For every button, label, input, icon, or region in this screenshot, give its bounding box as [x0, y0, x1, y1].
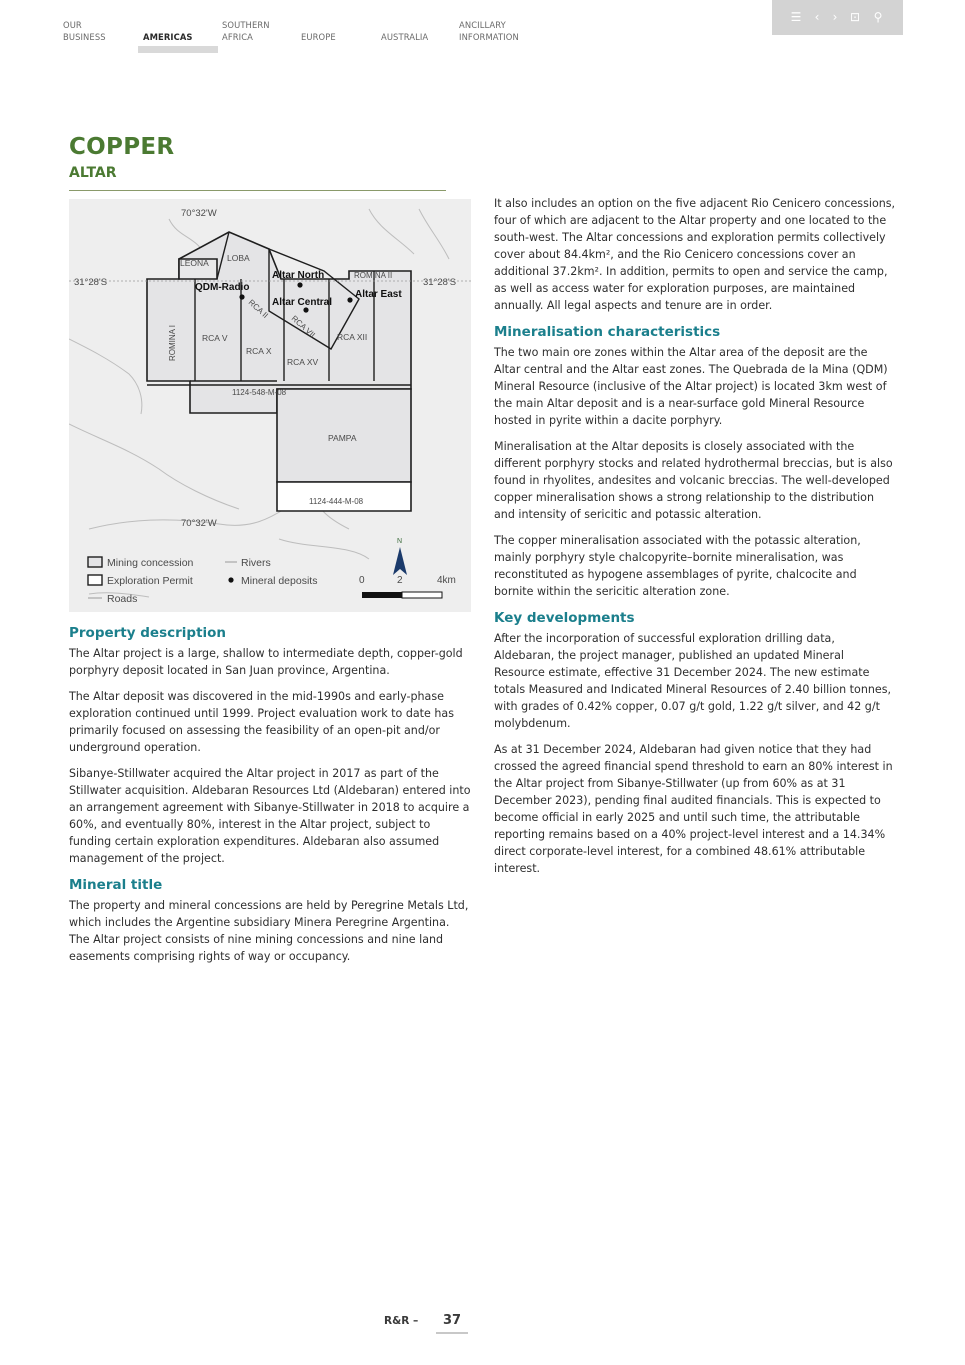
exit-icon[interactable]: ⊡ [849, 10, 861, 24]
map-label-permit-444: 1124-444-M-08 [309, 497, 364, 506]
nav-label-line [143, 19, 193, 31]
nav-ancillary-information[interactable] [459, 19, 519, 43]
map-label-rca-x: RCA X [246, 346, 272, 356]
map-label-rca-ii: RCA II [246, 297, 270, 320]
map-label-permit-548: 1124-548-M-08 [232, 388, 287, 397]
nav-label-line: EUROPE [301, 32, 336, 42]
key-developments-heading: Key developments [494, 610, 635, 626]
mineralisation-paragraph: Mineralisation at the Altar deposits is closely associated with the different porphyry stocks and related hydrothermal breccias, but is also found in rhyolites, andesites and volcanic breccias. The well-developed copper mineralisation shows a strong relationship to the distribution and intensity of sericitic and potassic alteration. [494, 440, 893, 521]
nav-americas[interactable] [143, 19, 193, 43]
mineralisation-paragraph: The two main ore zones within the Altar area of the deposit are the Altar central and the Altar east zones. The Quebrada de la Mina (QDM) Mineral Resource (inclusive of the Altar project) is located 3km west of the main Altar deposit and is a near-surface gold Mineral Resource hosted in pyrite within a dacite porphyry. [494, 346, 888, 427]
map-label-romina-i: ROMINA I [168, 324, 177, 361]
legend-exploration-swatch [88, 575, 102, 585]
scale-label-4: 4km [437, 575, 456, 586]
menu-icon[interactable]: ☰ [790, 10, 802, 24]
search-icon[interactable]: ⚲ [873, 10, 883, 24]
chevron-left-icon[interactable]: ‹ [814, 10, 820, 24]
property-paragraph: The Altar deposit was discovered in the mid-1990s and early-phase exploration continued until 1999. Project evaluation work to date has primarily focused on assessing the feasibility of an open-pit and/or underground operation. [69, 690, 454, 754]
legend-rivers-label: Rivers [241, 557, 271, 569]
river-line [369, 209, 414, 254]
legend-mining-swatch [88, 557, 102, 567]
left-text-column [69, 622, 471, 974]
map-label-leona: LEONA [180, 258, 209, 268]
nav-label-line: ANCILLARY [459, 20, 506, 30]
map-label-romina-ii: ROMINA II [354, 271, 393, 280]
river-line [419, 209, 449, 259]
scale-label-0: 0 [359, 575, 365, 586]
nav-label-line: AUSTRALIA [381, 32, 429, 42]
north-arrow-icon [393, 538, 407, 575]
nav-label-line: SOUTHERN [222, 20, 270, 30]
map-label-altar-north: Altar North [272, 270, 325, 281]
legend-roads-label: Roads [107, 593, 138, 605]
north-arrow-shape [393, 547, 407, 575]
page-subtitle: ALTAR [69, 165, 117, 181]
nav-australia[interactable] [381, 19, 428, 43]
key-developments-paragraph: After the incorporation of successful exploration drilling data, Aldebaran, the project manager, published an updated Mineral Resource estimate, effective 31 December 2024. The new estimate totals Measured and Indicated Mineral Resources of 2.40 billion tonnes, with grades of 0.42% copper, 0.07 g/t gold, 1.22 g/t silver, and 42 g/t molybdenum. [494, 632, 892, 730]
mineralisation-heading: Mineralisation characteristics [494, 324, 721, 340]
legend-mining-label: Mining concession [107, 557, 194, 569]
mineral-title-continued-paragraph: It also includes an option on the five adjacent Rio Cenicero concessions, four of which are adjacent to the Altar property and one located to the south-west. The Altar concessions and exploration permits collectively cover about 84.4km², and the Rio Cenicero concessions cover an additional 37.2km². In addition, permits to open and service the camp, as well as access water for exploration purposes, are maintained annually. All legal aspects and tenure are in order. [494, 197, 896, 312]
deposit-altar-north [297, 282, 302, 287]
scale-label-2: 2 [397, 575, 403, 586]
map-label-lat-left: 31°28'S [74, 277, 108, 288]
legend-deposits-label: Mineral deposits [241, 575, 318, 587]
footer-label: R&R – [384, 1315, 419, 1327]
legend-deposits-swatch [228, 577, 233, 582]
chevron-right-icon[interactable]: › [832, 10, 838, 24]
river-line [279, 539, 369, 559]
nav-label-line: AFRICA [222, 32, 254, 42]
map-label-qdm-radio: QDM-Radio [195, 282, 250, 293]
map-label-altar-east: Altar East [355, 289, 402, 300]
nav-our-business[interactable] [63, 19, 106, 43]
nav-label-line [301, 19, 336, 31]
mineral-title-paragraph: The property and mineral concessions are held by Peregrine Metals Ltd, which includes the Argentine subsidiary Minera Peregrine Argentina. The Altar project consists of nine mining concessions and nine land easements comprising rights of way or occupancy. [69, 899, 469, 963]
mineral-title-heading: Mineral title [69, 877, 163, 893]
deposit-altar-east [347, 297, 352, 302]
page-number: 37 [442, 1313, 462, 1328]
deposit-altar-central [303, 307, 308, 312]
river-line [69, 339, 142, 414]
map-label-lon-bottom: 70°32'W [181, 518, 217, 529]
active-tab-indicator [138, 46, 218, 53]
map-label-rca-xv: RCA XV [287, 357, 319, 367]
nav-label-line: INFORMATION [459, 32, 519, 42]
property-paragraph: The Altar project is a large, shallow to intermediate depth, copper-gold porphyry deposit located in San Juan province, Argentina. [69, 647, 463, 677]
nav-label-line [381, 19, 428, 31]
legend-exploration-label: Exploration Permit [107, 575, 193, 587]
nav-europe[interactable] [301, 19, 336, 43]
scale-bar [359, 575, 456, 598]
toolbar [772, 0, 903, 35]
map-label-pampa: PAMPA [328, 433, 357, 443]
nav-label-line: BUSINESS [63, 32, 106, 42]
map-label-altar-central: Altar Central [272, 297, 333, 308]
map-label-lat-right: 31°28'S [423, 277, 457, 288]
page-title: COPPER [69, 134, 175, 160]
nav-southern-africa[interactable] [222, 19, 270, 43]
page-number-underline [436, 1332, 468, 1334]
right-text-column [494, 195, 896, 886]
altar-concession-map [69, 199, 471, 612]
map-label-lon-top: 70°32'W [181, 208, 217, 219]
scale-bar-white [402, 592, 442, 598]
heading-divider [69, 190, 446, 191]
map-label-loba: LOBA [227, 253, 250, 263]
property-description-heading: Property description [69, 625, 227, 641]
north-label: N [397, 538, 403, 545]
mineralisation-paragraph: The copper mineralisation associated with the potassic alteration, mainly porphyry style chalcopyrite–bornite mineralisation, was reconstituted as hypogene assemblages of pyrite, chalcocite and bornite within the sericitic alteration zone. [494, 534, 861, 598]
nav-label-line: AMERICAS [143, 32, 193, 42]
map-legend [88, 557, 317, 605]
map-label-rca-xii: RCA XII [337, 332, 368, 342]
map-label-rca-v: RCA V [202, 333, 228, 343]
property-paragraph: Sibanye-Stillwater acquired the Altar project in 2017 as part of the Stillwater acquisition. Aldebaran Resources Ltd (Aldebaran) entered into an arrangement agreement with Sibanye-Stillwater in 2018 to acquire a 60%, and eventually 80%, interest in the Altar project, subject to funding certain exploration expenditures. Aldebaran also assumed management of the project. [69, 767, 471, 865]
nav-label-line: OUR [63, 20, 82, 30]
map-label-rca-vii: RCA VII [289, 313, 317, 340]
page-footer [0, 1313, 965, 1335]
deposit-qdm-radio [239, 294, 244, 299]
key-developments-paragraph: As at 31 December 2024, Aldebaran had given notice that they had crossed the agreed financial spend threshold to earn an 80% interest in the Altar project from Sibanye-Stillwater (up from 60% as at 31 December 2023), pending final audited financials. This is expected to become official in early 2025 and until such time, the attributable reporting remains based on a 40% project-level interest and a 14.34% direct corporate-level interest, for a combined 48.61% attributable interest. [494, 743, 893, 875]
river-line [69, 424, 239, 509]
scale-bar-black [362, 592, 402, 598]
